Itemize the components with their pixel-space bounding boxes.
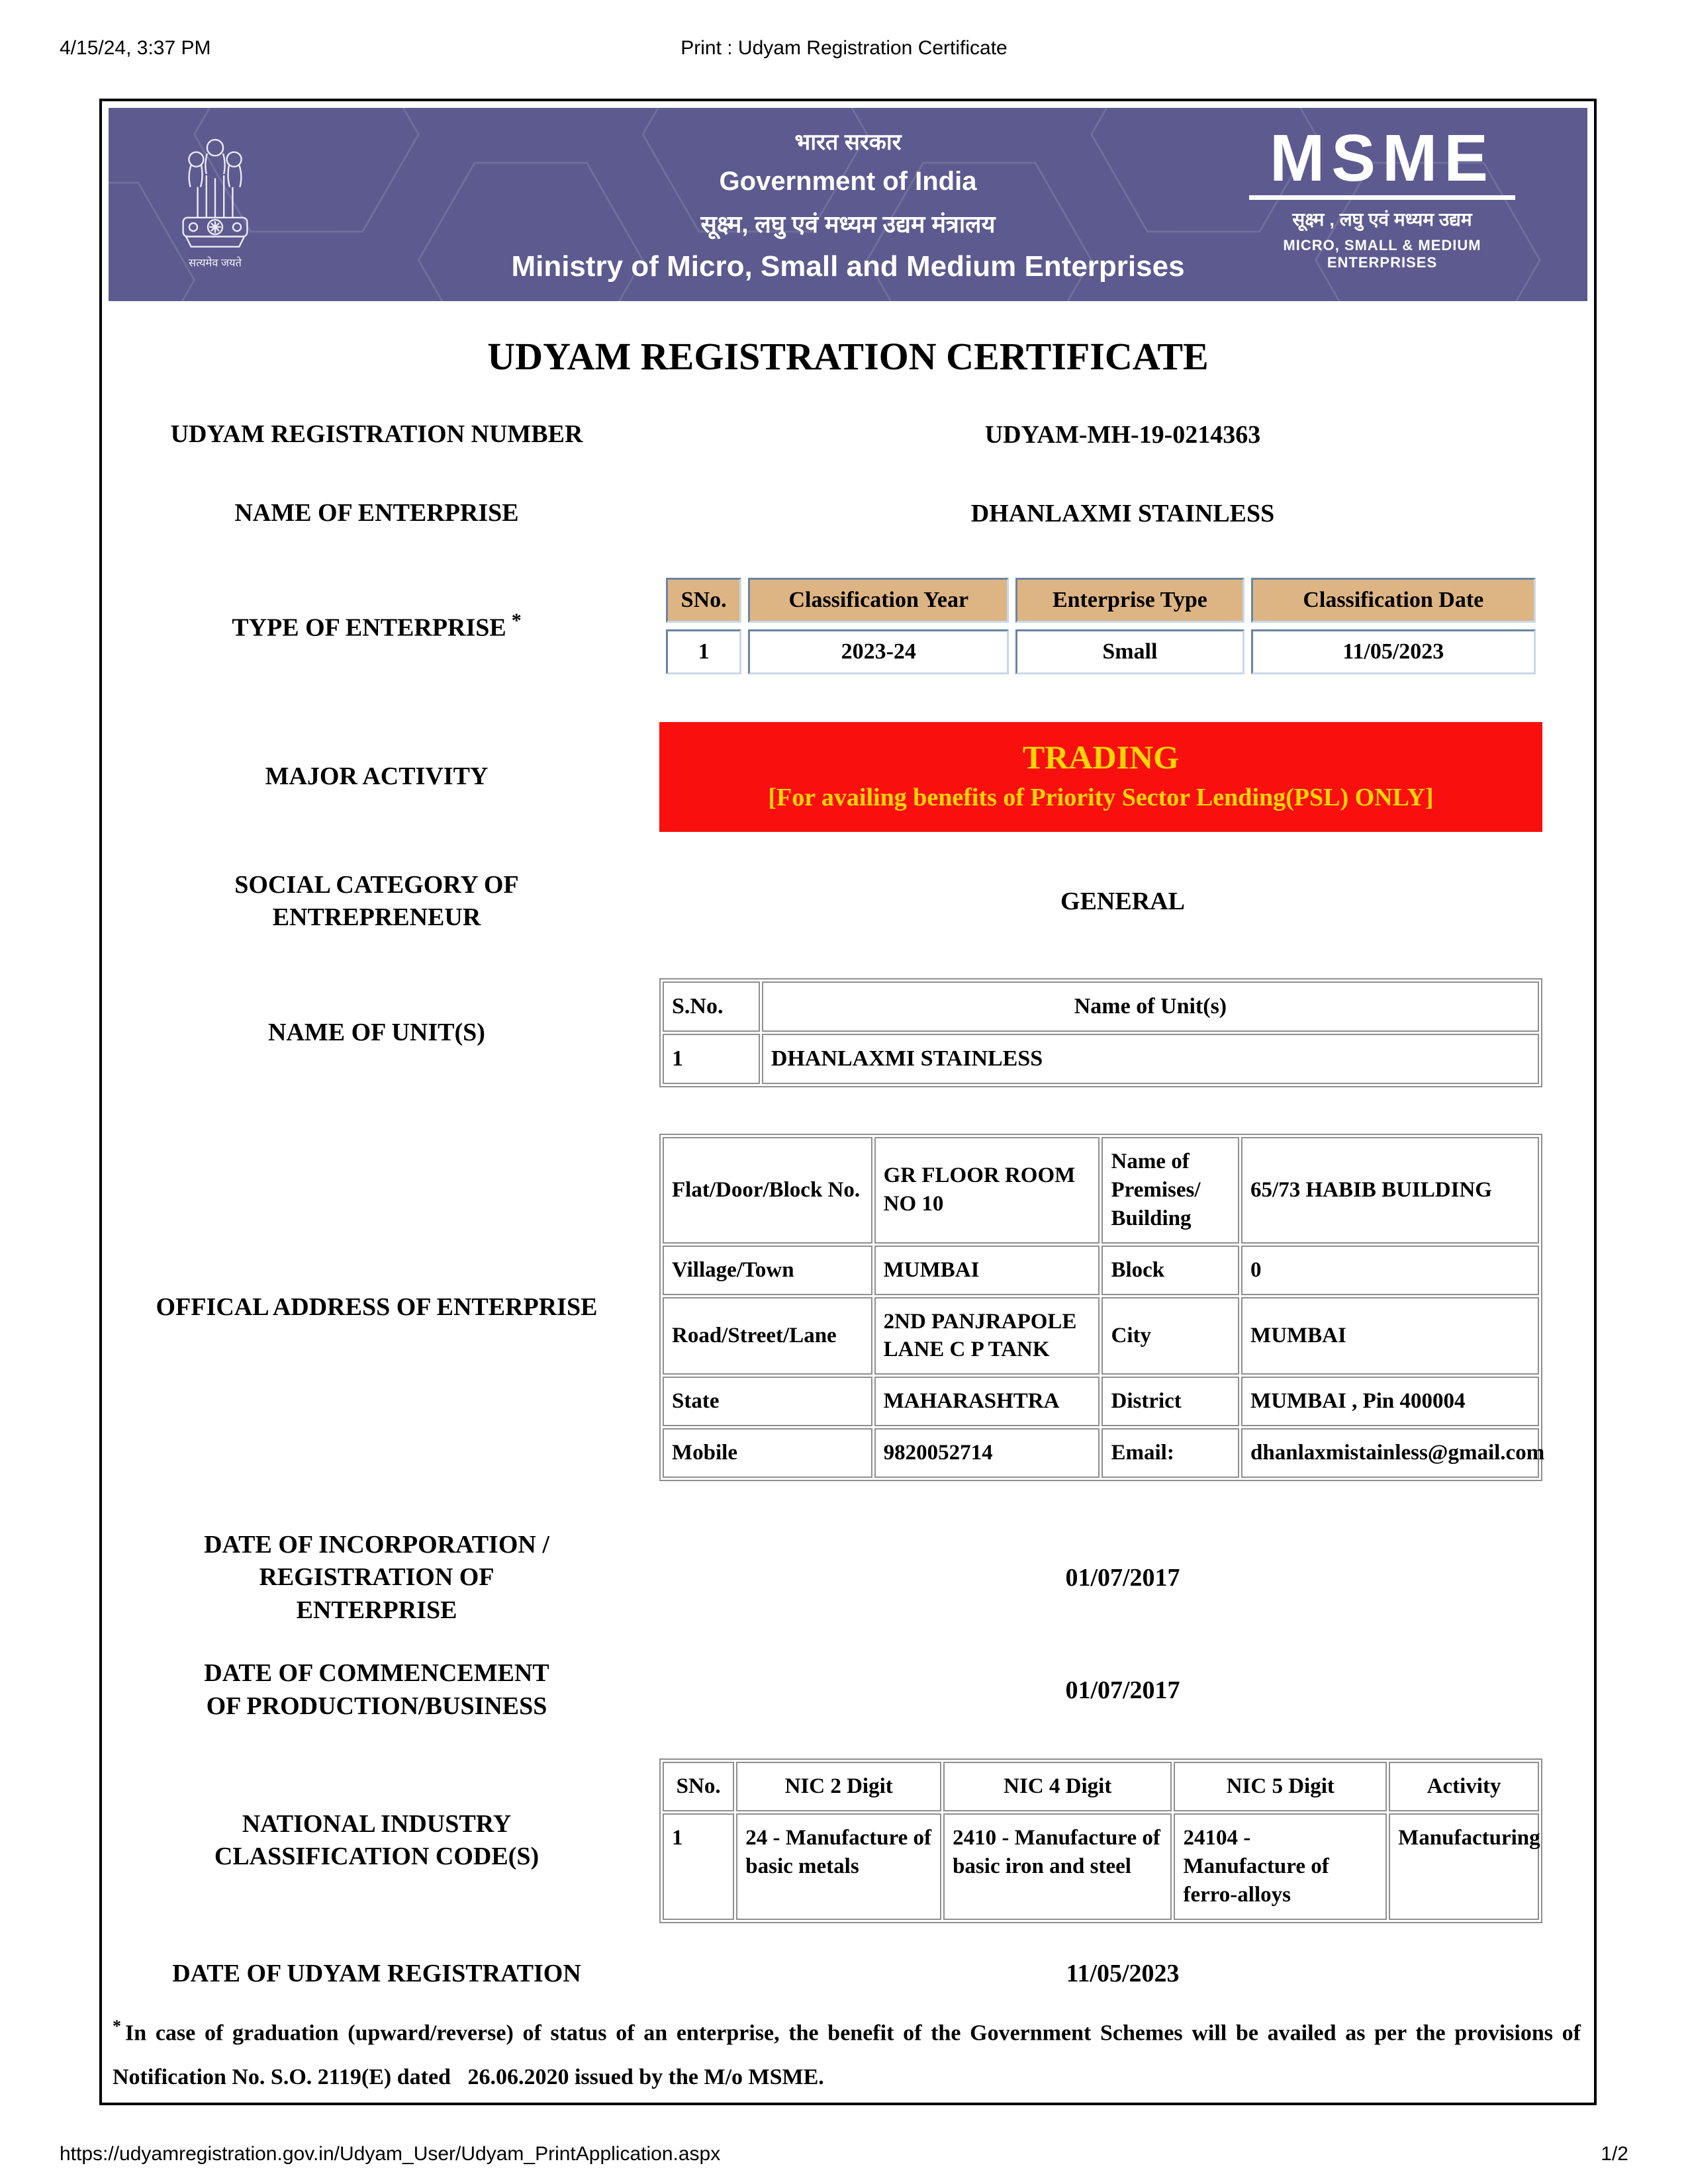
- commencement-date-value: 01/07/2017: [1065, 1676, 1180, 1704]
- units-table-cell-sno: 1: [663, 1034, 760, 1084]
- type-table-header-year: Classification Year: [748, 578, 1009, 623]
- table-row: [663, 1034, 1539, 1084]
- nic-table-cell-2digit: 24 - Manufacture of basic metals: [736, 1813, 941, 1920]
- nic-table-cell-4digit: 2410 - Manufacture of basic iron and steel: [943, 1813, 1172, 1920]
- nic-table-header-5digit: NIC 5 Digit: [1174, 1762, 1387, 1811]
- address-cell-value: 65/73 HABIB BUILDING: [1241, 1137, 1539, 1244]
- type-asterisk-marker: *: [511, 609, 522, 631]
- address-cell-value: 9820052714: [874, 1428, 1100, 1478]
- address-table: [659, 1134, 1545, 1481]
- udyam-registration-date-label: DATE OF UDYAM REGISTRATION: [172, 1959, 581, 1987]
- table-row: [663, 1137, 1539, 1244]
- type-table-cell-sno: 1: [666, 629, 741, 674]
- certificate-title: UDYAM REGISTRATION CERTIFICATE: [487, 335, 1209, 378]
- nic-table-header-sno: SNo.: [663, 1762, 734, 1811]
- address-cell-label: Name of Premises/ Building: [1102, 1137, 1239, 1244]
- enterprise-type-row: [102, 571, 1594, 681]
- address-cell-value: dhanlaxmistainless@gmail.com: [1241, 1428, 1539, 1478]
- msme-logo-rule: [1249, 195, 1515, 200]
- print-footer: [0, 2143, 1688, 2169]
- address-cell-label: Road/Street/Lane: [663, 1297, 872, 1375]
- official-address-row: [102, 1134, 1594, 1481]
- units-label: NAME OF UNIT(S): [268, 1018, 485, 1046]
- table-header-row: [663, 1762, 1539, 1811]
- enterprise-type-table: [659, 571, 1542, 681]
- units-table-header-name: Name of Unit(s): [762, 981, 1539, 1032]
- type-table-cell-date: 11/05/2023: [1251, 629, 1536, 674]
- major-activity-row: [102, 722, 1594, 832]
- graduation-footnote: [113, 2010, 1581, 2099]
- address-cell-label: District: [1102, 1377, 1239, 1426]
- nic-table: [659, 1758, 1542, 1923]
- enterprise-name-value: DHANLAXMI STAINLESS: [970, 500, 1275, 528]
- registration-number-row: [102, 418, 1594, 451]
- incorporation-date-value: 01/07/2017: [1065, 1564, 1180, 1592]
- type-table-cell-year: 2023-24: [748, 629, 1009, 674]
- registration-number-value: UDYAM-MH-19-0214363: [984, 420, 1261, 449]
- nic-table-header-4digit: NIC 4 Digit: [943, 1762, 1172, 1811]
- address-cell-label: Mobile: [663, 1428, 872, 1478]
- udyam-registration-date-row: [102, 1958, 1594, 1990]
- type-table-header-type: Enterprise Type: [1015, 578, 1244, 623]
- table-row: [663, 1246, 1539, 1295]
- nic-codes-row: [102, 1758, 1594, 1923]
- social-category-value: GENERAL: [1060, 887, 1185, 916]
- msme-logo: [1240, 121, 1524, 271]
- banner-government-of-india: Government of India: [719, 167, 977, 196]
- msme-logo-english: MICRO, SMALL & MEDIUM ENTERPRISES: [1283, 237, 1481, 271]
- print-header: [0, 37, 1688, 64]
- table-header-row: [666, 578, 1536, 623]
- nic-table-header-activity: Activity: [1389, 1762, 1539, 1811]
- table-row: [666, 629, 1536, 674]
- address-cell-label: Block: [1102, 1246, 1239, 1295]
- type-table-cell-type: Small: [1015, 629, 1244, 674]
- print-source-url: https://udyamregistration.gov.in/Udyam_User/Udyam_PrintApplication.aspx: [60, 2143, 721, 2165]
- incorporation-date-label: DATE OF INCORPORATION / REGISTRATION OF ENTERPRISE: [204, 1531, 549, 1624]
- address-cell-label: Email:: [1102, 1428, 1239, 1478]
- enterprise-name-row: [102, 497, 1594, 529]
- registration-number-label: UDYAM REGISTRATION NUMBER: [170, 420, 583, 448]
- commencement-date-row: [102, 1657, 1594, 1723]
- social-category-label: SOCIAL CATEGORY OF ENTREPRENEUR: [234, 870, 519, 932]
- commencement-date-label: DATE OF COMMENCEMENT OF PRODUCTION/BUSINESS: [204, 1659, 549, 1720]
- address-cell-value: MUMBAI: [874, 1246, 1100, 1295]
- type-table-header-sno: SNo.: [666, 578, 741, 623]
- address-cell-value: MAHARASHTRA: [874, 1377, 1100, 1426]
- address-cell-label: City: [1102, 1297, 1239, 1375]
- address-cell-label: State: [663, 1377, 872, 1426]
- nic-table-header-2digit: NIC 2 Digit: [736, 1762, 941, 1811]
- address-cell-label: Flat/Door/Block No.: [663, 1137, 872, 1244]
- enterprise-name-label: NAME OF ENTERPRISE: [234, 499, 519, 527]
- address-cell-value: MUMBAI: [1241, 1297, 1539, 1375]
- footnote-text: In case of graduation (upward/reverse) of status of an enterprise, the benefit of the Government Schemes will be availed as per the provisions of Notification No. S.O. 2119(E) dated 26.06.2020 issued by the M/o MSME.: [113, 2021, 1581, 2089]
- address-cell-label: Village/Town: [663, 1246, 872, 1295]
- major-activity-value: TRADING: [1022, 738, 1180, 776]
- table-row: [663, 1428, 1539, 1478]
- table-row: [663, 1297, 1539, 1375]
- type-table-header-date: Classification Date: [1251, 578, 1536, 623]
- units-row: [102, 978, 1594, 1087]
- footnote-asterisk-marker: *: [113, 2016, 121, 2036]
- incorporation-date-row: [102, 1529, 1594, 1627]
- nic-table-cell-sno: 1: [663, 1813, 734, 1920]
- msme-logo-hindi: सूक्ष्म , लघु एवं मध्यम उद्यम: [1292, 209, 1472, 230]
- address-cell-value: 2ND PANJRAPOLE LANE C P TANK: [874, 1297, 1100, 1375]
- official-address-label: OFFICAL ADDRESS OF ENTERPRISE: [156, 1293, 598, 1321]
- major-activity-note: [For availing benefits of Priority Sector Lending(PSL) ONLY]: [768, 783, 1434, 811]
- page-number-indicator: 1/2: [1601, 2143, 1628, 2165]
- nic-table-cell-5digit: 24104 - Manufacture of ferro-alloys: [1174, 1813, 1387, 1920]
- emblem-caption: सत्यमेव जयते: [189, 256, 242, 269]
- table-row: [663, 1813, 1539, 1920]
- major-activity-highlight: [659, 722, 1542, 832]
- msme-logo-acronym: MSME: [1270, 121, 1495, 195]
- udyam-registration-date-value: 11/05/2023: [1066, 1960, 1180, 1988]
- major-activity-label: MAJOR ACTIVITY: [265, 762, 489, 791]
- print-page-title: Print : Udyam Registration Certificate: [680, 37, 1008, 59]
- social-category-row: [102, 869, 1594, 934]
- units-table: [659, 978, 1542, 1087]
- units-table-cell-name: DHANLAXMI STAINLESS: [762, 1034, 1539, 1084]
- banner-hindi-govt: भारत सरकार: [794, 130, 902, 155]
- banner-hindi-ministry: सूक्ष्म, लघु एवं मध्यम उद्यम मंत्रालय: [700, 210, 996, 238]
- units-table-header-sno: S.No.: [663, 981, 760, 1032]
- address-cell-value: 0: [1241, 1246, 1539, 1295]
- address-cell-value: MUMBAI , Pin 400004: [1241, 1377, 1539, 1426]
- nic-table-cell-activity: Manufacturing: [1389, 1813, 1539, 1920]
- enterprise-type-label: TYPE OF ENTERPRISE *: [232, 609, 522, 642]
- certificate-sheet: [99, 99, 1597, 2105]
- table-row: [663, 1377, 1539, 1426]
- nic-codes-label: NATIONAL INDUSTRY CLASSIFICATION CODE(S): [214, 1809, 539, 1871]
- print-datetime: 4/15/24, 3:37 PM: [60, 37, 211, 59]
- banner-ministry-name: Ministry of Micro, Small and Medium Enterprises: [511, 250, 1185, 283]
- government-banner: [109, 108, 1587, 301]
- address-cell-value: GR FLOOR ROOM NO 10: [874, 1137, 1100, 1244]
- table-header-row: [663, 981, 1539, 1032]
